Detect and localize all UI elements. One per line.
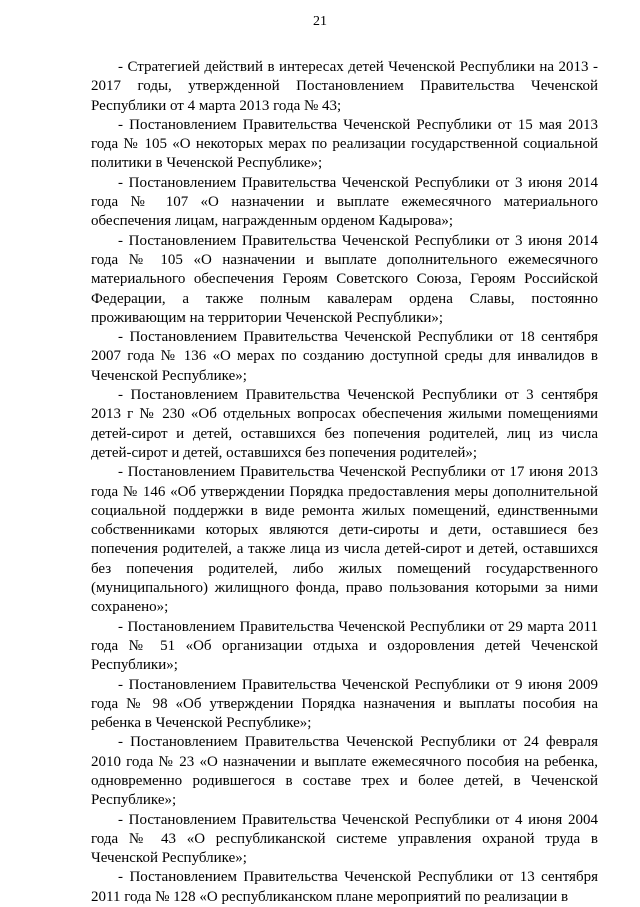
list-item: - Постановлением Правительства Чеченской Республики от 29 марта 2011 года № 51 «Об организации отдыха и оздоровления детей Чеченской Республики»;: [91, 618, 598, 674]
list-item: - Постановлением Правительства Чеченской Республики от 3 июня 2014 года № 107 «О назначении и выплате ежемесячного материального обеспечения лицам, награжденным орденом Кадырова»;: [91, 174, 598, 230]
list-item: - Постановлением Правительства Чеченской Республики от 3 июня 2014 года № 105 «О назначении и выплате дополнительного ежемесячного материального обеспечения Героям Советского Союза, Героям Российской Федерации, а также полным кавалерам ордена Славы, постоянно проживающим на территории Чеченской Республики»;: [91, 232, 598, 326]
page-number: 21: [313, 14, 327, 29]
list-item: - Постановлением Правительства Чеченской Республики от 9 июня 2009 года № 98 «Об утверждении Порядка назначения и выплаты пособия на ребенка в Чеченской Республике»;: [91, 676, 598, 732]
list-item: - Постановлением Правительства Чеченской Республики от 17 июня 2013 года № 146 «Об утверждении Порядка предоставления меры дополнительной социальной поддержки в виде ремонта жилых помещений, единственными собственниками которых являются дети-сироты и дети, оставшиеся без попечения родителей, а также лица из числа детей-сирот и детей, оставшихся без попечения родителей, либо жилых помещений государственного (муниципального) жилищного фонда, право пользования которыми за ними сохранено»;: [91, 464, 598, 616]
list-item: - Постановлением Правительства Чеченской Республики от 3 сентября 2013 г № 230 «Об отдельных вопросах обеспечения жилыми помещениями детей-сирот и детей, оставшихся без попечения родителей, лиц из числа детей-сирот и детей, оставшихся без попечения родителей»;: [91, 387, 598, 461]
list-item: - Стратегией действий в интересах детей Чеченской Республики на 2013 - 2017 годы, утвержденной Постановлением Правительства Чеченской Республики от 4 марта 2013 года № 43;: [91, 59, 598, 114]
list-item: - Постановлением Правительства Чеченской Республики от 4 июня 2004 года № 43 «О республиканской системе управления охраной труда в Чеченской Республике»;: [91, 811, 598, 867]
list-item: - Постановлением Правительства Чеченской Республики от 18 сентября 2007 года № 136 «О мерах по созданию доступной среды для инвалидов в Чеченской Республике»;: [91, 329, 598, 384]
list-item: - Постановлением Правительства Чеченской Республики от 13 сентября 2011 года № 128 «О республиканском плане мероприятий по реализации в: [91, 869, 598, 905]
list-item: - Постановлением Правительства Чеченской Республики от 24 февраля 2010 года № 23 «О назначении и выплате ежемесячного пособия на ребенка, одновременно родившегося в составе трех и более детей, в Чеченской Республике»;: [91, 734, 598, 809]
list-item: - Постановлением Правительства Чеченской Республики от 15 мая 2013 года № 105 «О некоторых мерах по реализации государственной социальной политики в Чеченской Республике»;: [91, 116, 598, 172]
document-body: [91, 58, 598, 907]
